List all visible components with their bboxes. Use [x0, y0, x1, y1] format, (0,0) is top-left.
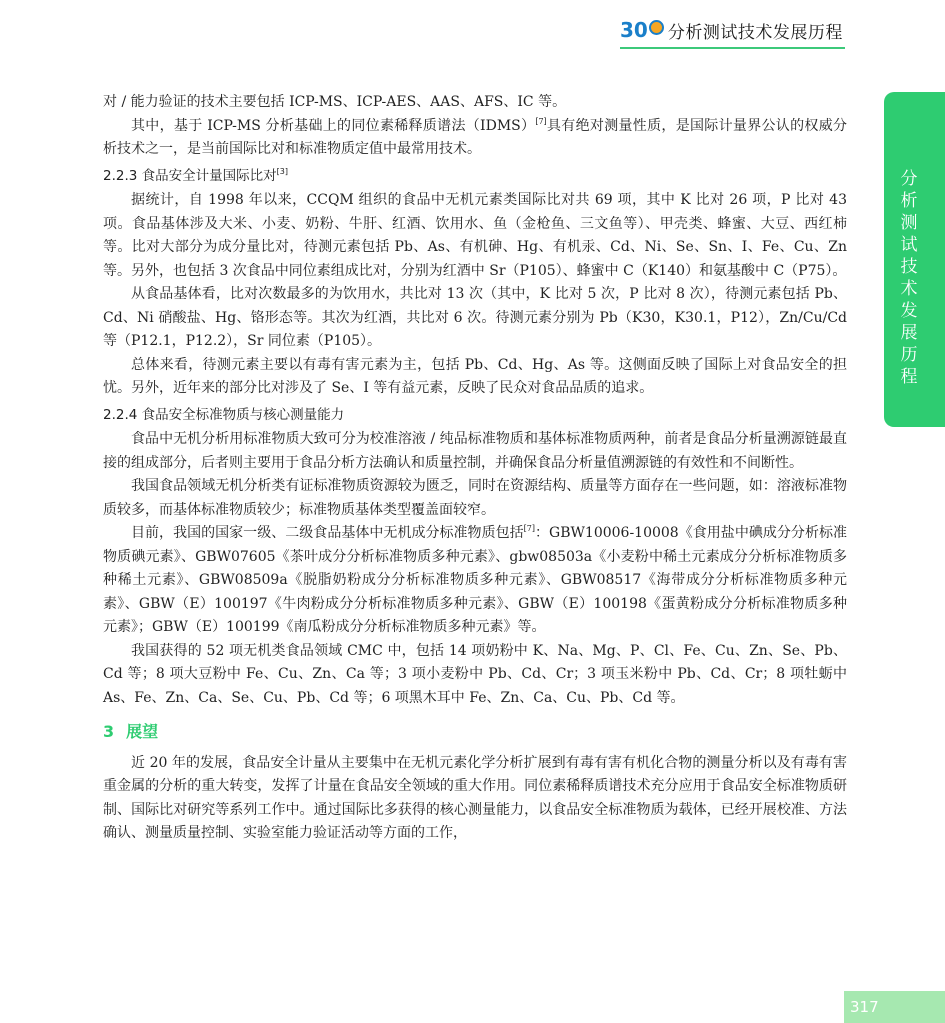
- logo-dot-icon: [649, 20, 664, 35]
- paragraph: 食品中无机分析用标准物质大致可分为校准溶液 / 纯品标准物质和基体标准物质两种，前者是食品分析量溯源链最直接的组成部分，后者则主要用于食品分析方法确认和质量控制，并确保食品分析量值溯源链的有效性和不间断性。: [103, 431, 847, 471]
- page-number: 317: [844, 991, 945, 1023]
- text-span: 具有绝对测量性质，是国际计量界公认的权威分析技术之一，是当前国际比对和标准物质定值中最常用技术。: [103, 117, 847, 157]
- paragraph: 总体来看，待测元素主要以有毒有害元素为主，包括 Pb、Cd、Hg、As 等。这侧面反映了国际上对食品安全的担忧。另外，近年来的部分比对涉及了 Se、I 等有益元素，反映了民众对食品品质的追求。: [103, 356, 847, 396]
- heading-text: 展望: [126, 722, 159, 741]
- logo-number: 30: [620, 18, 648, 42]
- paragraph: 对 / 能力验证的技术主要包括 ICP-MS、ICP-AES、AAS、AFS、IC 等。: [103, 94, 567, 110]
- heading-text: 2.2.3 食品安全计量国际比对: [103, 167, 277, 184]
- text-span: 其中，基于 ICP-MS 分析基础上的同位素稀释质谱法（IDMS）: [131, 117, 536, 134]
- body-text: [103, 91, 847, 846]
- side-chapter-label: 分析测试技术发展历程: [900, 169, 918, 387]
- paragraph: 我国食品领域无机分析类有证标准物质资源较为匮乏，同时在资源结构、质量等方面存在一些问题，如：溶液标准物质较多，而基体标准物质较少；标准物质基体类型覆盖面较窄。: [103, 478, 847, 518]
- paragraph: 从食品基体看，比对次数最多的为饮用水，共比对 13 次（其中，K 比对 5 次，P 比对 8 次），待测元素包括 Pb、Cd、Ni 硝酸盐、Hg、铬形态等。其次为红酒，共比对 6 次。待测元素分别为 Pb（K30，K30.1，P12），Zn/Cu/Cd 等（P12.1，P12.2），Sr 同位素（P105）。: [103, 286, 847, 349]
- paragraph: [103, 522, 847, 640]
- citation-ref: [3]: [276, 166, 288, 176]
- running-title: 分析测试技术发展历程: [667, 22, 843, 43]
- text-span: 目前，我国的国家一级、二级食品基体中无机成分标准物质包括: [131, 525, 524, 541]
- paragraph: 近 20 年的发展，食品安全计量从主要集中在无机元素化学分析扩展到有毒有害有机化合物的测量分析以及有毒有害重金属的分析的重大转变，发挥了计量在食品安全领域的重大作用。同位素稀释质谱技术充分应用于食品安全标准物质研制、国际比对研究等系列工作中。通过国际比多获得的核心测量能力，以食品安全标准物质为载体，已经开展校准、方法确认、测量质量控制、实验室能力验证活动等方面的工作，: [103, 754, 847, 841]
- header-rule: [620, 47, 845, 49]
- citation-ref: [7]: [535, 116, 547, 126]
- paragraph: 据统计，自 1998 年以来，CCQM 组织的食品中无机元素类国际比对共 69 项，其中 K 比对 26 项，P 比对 43 项。食品基体涉及大米、小麦、奶粉、牛肝、红酒、饮用水、鱼（金枪鱼、三文鱼等）、甲壳类、蜂蜜、大豆、西红柿等。比对大部分为成分量比对，待测元素包括 Pb、As、有机砷、Hg、有机汞、Cd、Ni、Se、Sn、I、Fe、Cu、Zn 等。另外，也包括 3 次食品中同位素组成比对，分别为红酒中 Sr（P105）、蜂蜜中 C（K140）和氨基酸中 C（P75）。: [103, 192, 847, 279]
- section-heading-2-2-4: 2.2.4 食品安全标准物质与核心测量能力: [103, 406, 345, 423]
- citation-ref: [7]: [523, 524, 535, 533]
- paragraph: [103, 115, 847, 162]
- section-heading-2-2-3: [103, 165, 847, 189]
- paragraph: 我国获得的 52 项无机类食品领域 CMC 中，包括 14 项奶粉中 K、Na、Mg、P、Cl、Fe、Cu、Zn、Se、Pb、Cd 等；8 项大豆粉中 Fe、Cu、Zn、Ca 等；3 项小麦粉中 Pb、Cd、Cr；3 项玉米粉中 Pb、Cd、Cr；8 项牡蛎中 As、Fe、Zn、Ca、Se、Cu、Pb、Cd 等；6 项黑木耳中 Fe、Zn、Ca、Cu、Pb、Cd 等。: [103, 642, 847, 706]
- page-header: [620, 14, 845, 46]
- anniversary-logo-icon: [620, 20, 664, 40]
- section-heading-3: [103, 720, 847, 744]
- text-span: ：GBW10006-10008《食用盐中碘成分分析标准物质碘元素》、GBW07605《茶叶成分分析标准物质多种元素》、gbw08503a《小麦粉中稀土元素成分分析标准物质多种稀土元素》、GBW08509a《脱脂奶粉成分分析标准物质多种元素》、GBW08517《海带成分分析标准物质多种元素》、GBW（E）100197《牛肉粉成分分析标准物质多种元素》、GBW（E）100198《蛋黄粉成分分析标准物质多种元素》；GBW（E）100199《南瓜粉成分分析标准物质多种元素》等。: [103, 525, 847, 635]
- heading-number: 3: [103, 722, 115, 741]
